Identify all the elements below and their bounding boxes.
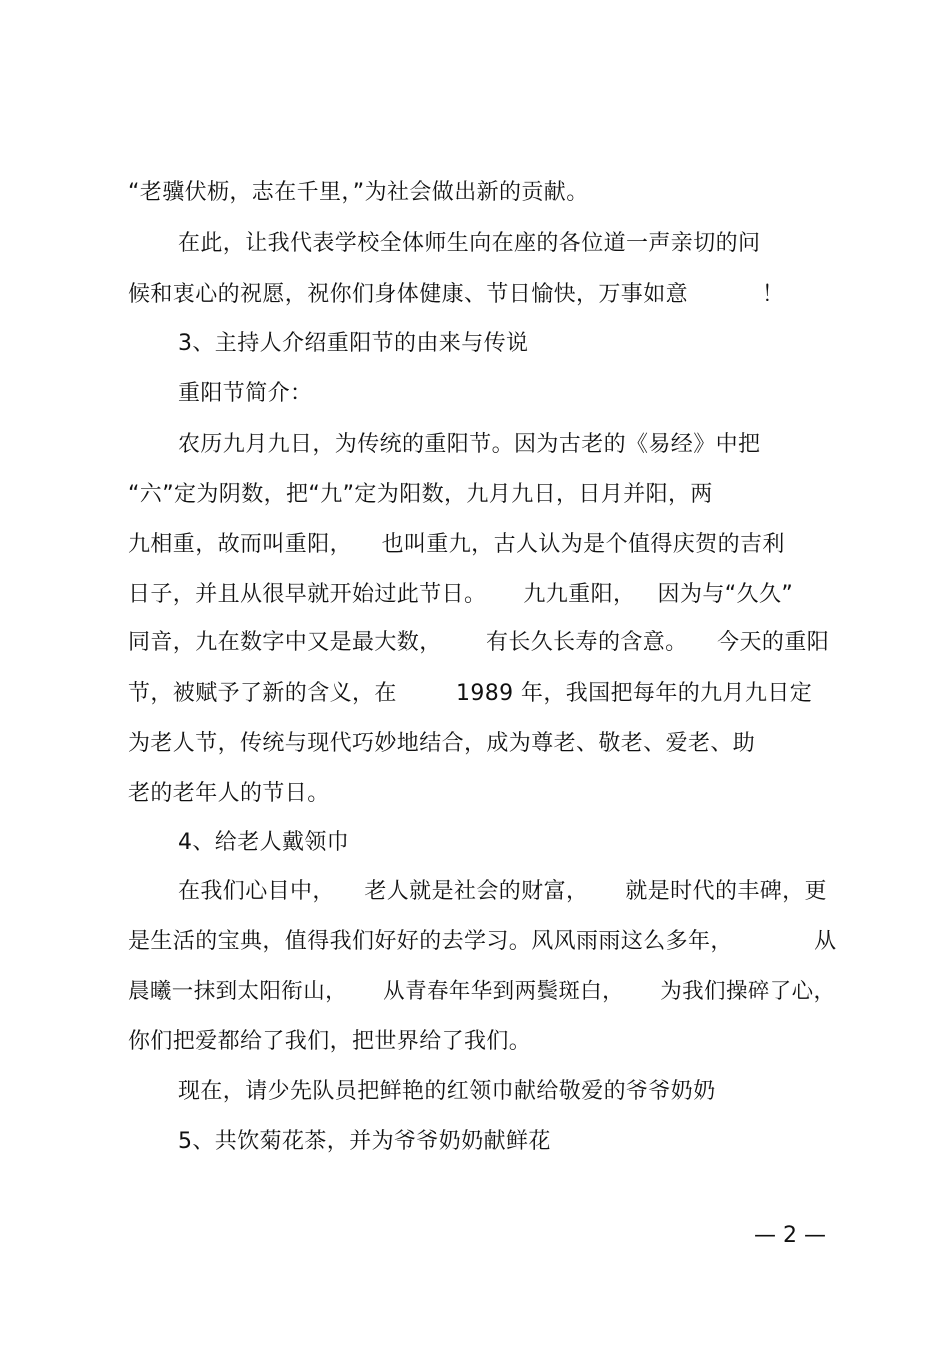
subheading-intro: 重阳节简介： (178, 381, 313, 406)
text-line-9: 日子，并且从很早就开始过此节日。 九九重阳， 因为与“久久” (128, 582, 794, 607)
section-heading-4: 4、给老人戴领巾 (178, 830, 350, 855)
text-line-10: 同音，九在数字中又是最大数， 有长久长寿的含意。 今天的重阳 (128, 630, 830, 655)
text-line-8: 九相重，故而叫重阳， 也叫重九，古人认为是个值得庆贺的吉利 (128, 532, 785, 557)
text-line-13: 老的老年人的节日。 (128, 781, 330, 806)
text-line-11: 节，被赋予了新的含义，在 1989 年，我国把每年的九月九日定 (128, 681, 813, 706)
text-line-18: 你们把爱都给了我们，把世界给了我们。 (128, 1029, 532, 1054)
section-heading-5: 5、共饮菊花茶，并为爷爷奶奶献鲜花 (178, 1129, 551, 1154)
text-line-6: 农历九月九日，为传统的重阳节。因为古老的《易经》中把 (178, 432, 761, 457)
text-line-7: “六”定为阴数，把“九”定为阳数，九月九日，日月并阳，两 (128, 482, 713, 507)
section-heading-3: 3、主持人介绍重阳节的由来与传说 (178, 331, 529, 356)
text-line-19: 现在，请少先队员把鲜艳的红领巾献给敬爱的爷爷奶奶 (178, 1079, 716, 1104)
text-line-15: 在我们心目中， 老人就是社会的财富， 就是时代的丰碑，更 (178, 879, 827, 904)
text-line-3: 候和衷心的祝愿，祝你们身体健康、节日愉快，万事如意 ！ (128, 282, 785, 307)
page-number: — 2 — (754, 1223, 826, 1248)
text-line-1: “老骥伏枥，志在千里，”为社会做出新的贡献。 (128, 180, 589, 205)
text-line-17: 晨曦一抹到太阳衔山， 从青春年华到两鬓斑白， 为我们操碎了心， (128, 979, 836, 1004)
text-line-16: 是生活的宝典，值得我们好好的去学习。风风雨雨这么多年， 从 (128, 929, 837, 954)
text-line-2: 在此，让我代表学校全体师生向在座的各位道一声亲切的问 (178, 231, 761, 256)
text-line-12: 为老人节，传统与现代巧妙地结合，成为尊老、敬老、爱老、助 (128, 731, 756, 756)
